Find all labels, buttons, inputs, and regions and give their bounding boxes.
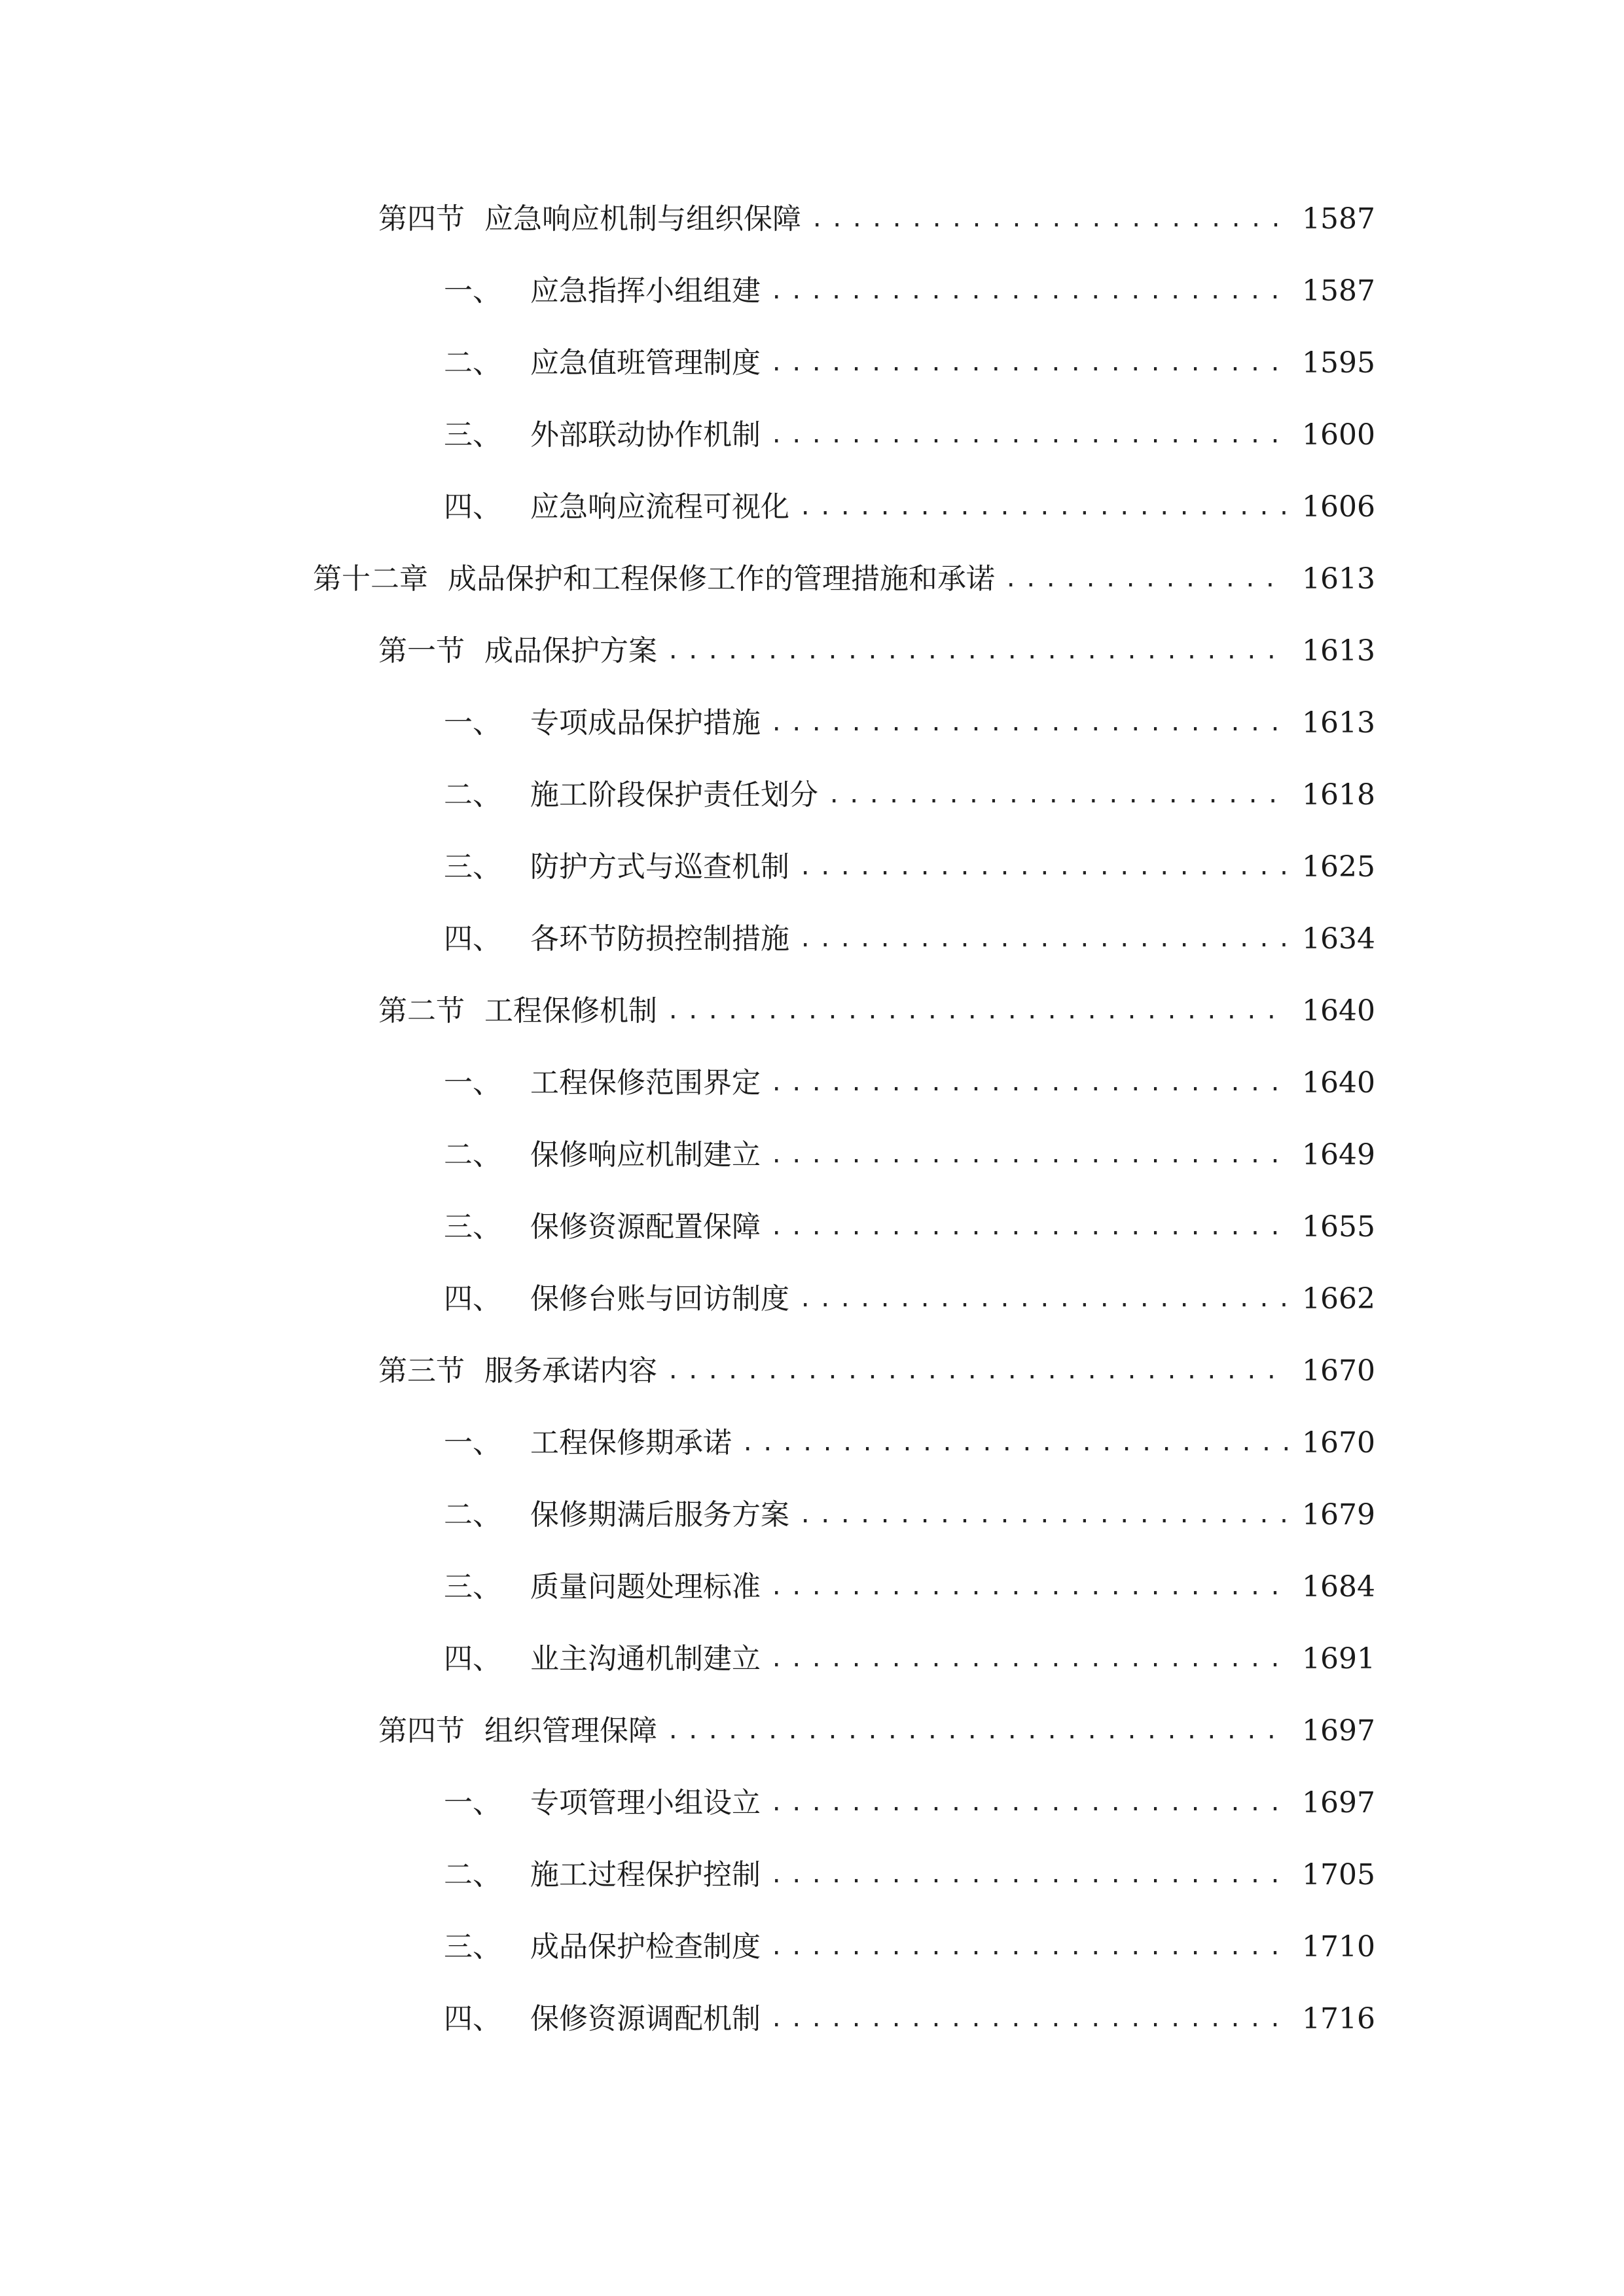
toc-entry-number: 第三节 — [378, 1354, 465, 1388]
toc-entry-title: 工程保修期承诺 — [530, 1426, 732, 1460]
toc-entry-title: 保修响应机制建立 — [530, 1138, 761, 1172]
toc-entry-number: 第二节 — [378, 994, 465, 1028]
toc-entry-page: 1670 — [1302, 1426, 1375, 1460]
dot-leader — [770, 1936, 1288, 1958]
toc-entry-title: 工程保修机制 — [484, 994, 657, 1028]
dot-leader — [799, 1504, 1288, 1526]
toc-entry-number: 三、 — [444, 418, 501, 452]
toc-entry-number: 第四节 — [378, 202, 465, 236]
toc-entry-title: 施工过程保护控制 — [530, 1858, 761, 1892]
toc-entry[interactable] — [0, 1695, 1624, 1767]
toc-entry-title: 业主沟通机制建立 — [530, 1642, 761, 1676]
dot-leader — [1004, 568, 1288, 590]
toc-entry[interactable] — [0, 1983, 1624, 2055]
toc-entry-page: 1710 — [1302, 1930, 1375, 1964]
toc-entry-page: 1662 — [1302, 1282, 1375, 1316]
toc-entry-page: 1684 — [1302, 1570, 1375, 1604]
toc-entry-number: 三、 — [444, 850, 501, 884]
dot-leader — [770, 1144, 1288, 1166]
dot-leader — [666, 1720, 1288, 1742]
toc-entry[interactable] — [0, 1479, 1624, 1551]
toc-entry-page: 1679 — [1302, 1498, 1375, 1532]
toc-entry-number: 三、 — [444, 1930, 501, 1964]
toc-entry-page: 1618 — [1302, 778, 1375, 812]
toc-entry-number: 四、 — [444, 922, 501, 956]
toc-entry-number: 第四节 — [378, 1714, 465, 1748]
toc-entry-number: 二、 — [444, 346, 501, 380]
toc-entry-page: 1691 — [1302, 1642, 1375, 1676]
toc-entry-number: 四、 — [444, 1282, 501, 1316]
dot-leader — [666, 1000, 1288, 1022]
toc-entry[interactable] — [0, 1335, 1624, 1407]
toc-entry-title: 成品保护和工程保修工作的管理措施和承诺 — [448, 562, 995, 596]
toc-entry-number: 一、 — [444, 706, 501, 740]
toc-entry-title: 成品保护检查制度 — [530, 1930, 761, 1964]
dot-leader — [827, 784, 1288, 806]
dot-leader — [770, 1864, 1288, 1886]
toc-entry-title: 工程保修范围界定 — [530, 1066, 761, 1100]
toc-entry-title: 质量问题处理标准 — [530, 1570, 761, 1604]
toc-entry-number: 二、 — [444, 1498, 501, 1532]
toc-entry-title: 保修资源配置保障 — [530, 1210, 761, 1244]
toc-entry-page: 1587 — [1302, 274, 1375, 308]
toc-entry-number: 四、 — [444, 1642, 501, 1676]
toc-entry[interactable] — [0, 975, 1624, 1047]
toc-entry-title: 应急响应流程可视化 — [530, 490, 789, 524]
toc-entry-page: 1613 — [1302, 634, 1375, 668]
toc-entry[interactable] — [0, 1263, 1624, 1335]
toc-entry-page: 1649 — [1302, 1138, 1375, 1172]
toc-entry-page: 1613 — [1302, 562, 1375, 596]
toc-entry-title: 保修资源调配机制 — [530, 2002, 761, 2036]
toc-entry-number: 二、 — [444, 1138, 501, 1172]
dot-leader — [799, 856, 1288, 878]
toc-entry[interactable] — [0, 615, 1624, 687]
toc-entry-number: 第十二章 — [313, 562, 428, 596]
toc-entry[interactable] — [0, 759, 1624, 831]
toc-entry[interactable] — [0, 471, 1624, 543]
toc-entry-number: 一、 — [444, 274, 501, 308]
toc-entry[interactable] — [0, 1911, 1624, 1983]
toc-entry-page: 1595 — [1302, 346, 1375, 380]
toc-entry[interactable] — [0, 255, 1624, 327]
table-of-contents — [0, 183, 1624, 2055]
toc-entry[interactable] — [0, 687, 1624, 759]
toc-entry-title: 外部联动协作机制 — [530, 418, 761, 452]
toc-entry-title: 保修台账与回访制度 — [530, 1282, 789, 1316]
toc-entry-title: 保修期满后服务方案 — [530, 1498, 789, 1532]
toc-entry[interactable] — [0, 1767, 1624, 1839]
dot-leader — [666, 640, 1288, 662]
toc-entry-number: 三、 — [444, 1570, 501, 1604]
toc-entry-title: 专项管理小组设立 — [530, 1786, 761, 1820]
dot-leader — [741, 1432, 1288, 1454]
toc-entry-page: 1625 — [1302, 850, 1375, 884]
toc-entry-page: 1716 — [1302, 2002, 1375, 2036]
toc-entry-page: 1606 — [1302, 490, 1375, 524]
toc-entry-chapter[interactable] — [0, 543, 1624, 615]
dot-leader — [770, 712, 1288, 734]
toc-entry-page: 1655 — [1302, 1210, 1375, 1244]
toc-entry-number: 二、 — [444, 778, 501, 812]
toc-entry-page: 1697 — [1302, 1714, 1375, 1748]
dot-leader — [770, 1576, 1288, 1598]
toc-entry[interactable] — [0, 1839, 1624, 1911]
dot-leader — [770, 1792, 1288, 1814]
toc-entry-number: 第一节 — [378, 634, 465, 668]
toc-entry-title: 应急值班管理制度 — [530, 346, 761, 380]
toc-entry-title: 施工阶段保护责任划分 — [530, 778, 818, 812]
toc-entry-title: 防护方式与巡查机制 — [530, 850, 789, 884]
toc-entry-page: 1670 — [1302, 1354, 1375, 1388]
toc-entry-title: 专项成品保护措施 — [530, 706, 761, 740]
dot-leader — [799, 496, 1288, 518]
dot-leader — [770, 1648, 1288, 1670]
dot-leader — [770, 1072, 1288, 1094]
toc-entry-page: 1634 — [1302, 922, 1375, 956]
toc-entry[interactable] — [0, 327, 1624, 399]
toc-entry[interactable] — [0, 399, 1624, 471]
toc-entry-page: 1697 — [1302, 1786, 1375, 1820]
toc-entry-number: 四、 — [444, 490, 501, 524]
dot-leader — [770, 280, 1288, 302]
dot-leader — [799, 928, 1288, 950]
toc-entry-title: 应急响应机制与组织保障 — [484, 202, 801, 236]
toc-entry[interactable] — [0, 1191, 1624, 1263]
toc-entry-title: 应急指挥小组组建 — [530, 274, 761, 308]
toc-entry-number: 一、 — [444, 1066, 501, 1100]
toc-entry-title: 成品保护方案 — [484, 634, 657, 668]
dot-leader — [770, 1216, 1288, 1238]
dot-leader — [810, 208, 1288, 230]
dot-leader — [799, 1288, 1288, 1310]
toc-entry[interactable] — [0, 1407, 1624, 1479]
toc-entry-number: 三、 — [444, 1210, 501, 1244]
dot-leader — [770, 424, 1288, 446]
toc-entry-page: 1640 — [1302, 994, 1375, 1028]
toc-entry[interactable] — [0, 1047, 1624, 1119]
toc-entry-number: 二、 — [444, 1858, 501, 1892]
toc-entry[interactable] — [0, 1623, 1624, 1695]
toc-entry[interactable] — [0, 903, 1624, 975]
dot-leader — [666, 1360, 1288, 1382]
toc-entry-page: 1613 — [1302, 706, 1375, 740]
toc-entry[interactable] — [0, 831, 1624, 903]
toc-entry[interactable] — [0, 1551, 1624, 1623]
toc-entry-number: 一、 — [444, 1426, 501, 1460]
dot-leader — [770, 352, 1288, 374]
toc-entry-page: 1587 — [1302, 202, 1375, 236]
toc-entry-title: 组织管理保障 — [484, 1714, 657, 1748]
toc-entry-title: 各环节防损控制措施 — [530, 922, 789, 956]
toc-entry-page: 1600 — [1302, 418, 1375, 452]
toc-entry-page: 1705 — [1302, 1858, 1375, 1892]
toc-entry-number: 一、 — [444, 1786, 501, 1820]
toc-entry[interactable] — [0, 183, 1624, 255]
toc-entry-number: 四、 — [444, 2002, 501, 2036]
toc-entry-title: 服务承诺内容 — [484, 1354, 657, 1388]
toc-entry-page: 1640 — [1302, 1066, 1375, 1100]
toc-entry[interactable] — [0, 1119, 1624, 1191]
dot-leader — [770, 2008, 1288, 2030]
